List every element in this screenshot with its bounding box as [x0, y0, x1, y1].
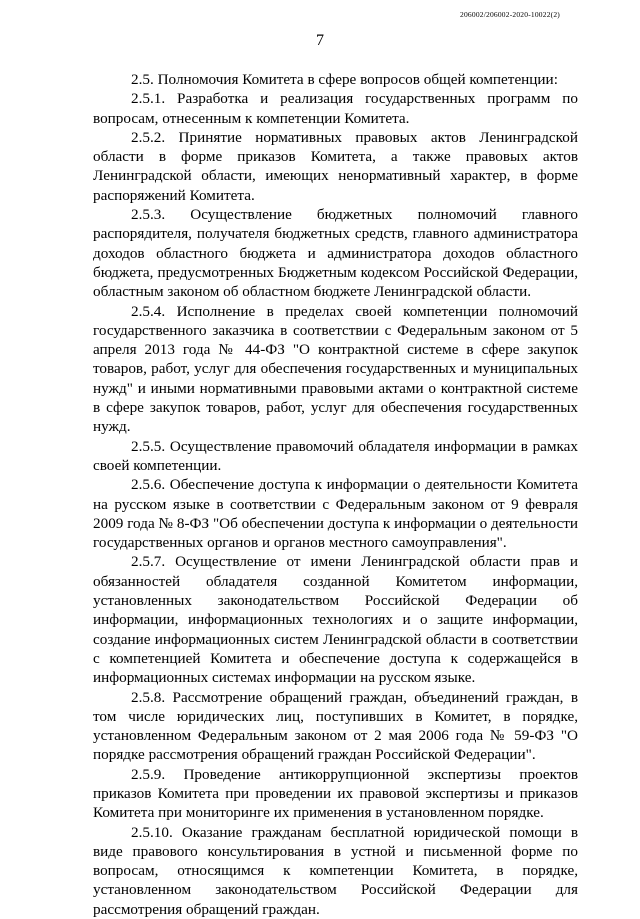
paragraph-2-5-7: 2.5.7. Осуществление от имени Ленинградской области прав и обязанностей обладателя созданной Комитетом информации, установленных законодательством Российской Федерации об информации, информационных технологиях и о защите информации, создание информационных систем Ленинградской области в соответствии с компетенцией Комитета и обеспечение доступа к содержащейся в информационных системах информации на русском языке. — [93, 553, 578, 687]
paragraph-2-5-6: 2.5.6. Обеспечение доступа к информации о деятельности Комитета на русском языке в соответствии с Федеральным законом от 9 февраля 2009 года № 8-ФЗ "Об обеспечении доступа к информации о деятельности государственных органов и органов местного самоуправления". — [93, 476, 578, 552]
paragraph-2-5: 2.5. Полномочия Комитета в сфере вопросов общей компетенции: — [131, 71, 558, 88]
paragraph-2-5-3: 2.5.3. Осуществление бюджетных полномочий главного распорядителя, получателя бюджетных средств, главного администратора доходов областного бюджета и администратора доходов областного бюджета, предусмотренных Бюджетным кодексом Российской Федерации, областным законом об областном бюджете Ленинградской области. — [93, 206, 578, 301]
paragraph-2-5-1: 2.5.1. Разработка и реализация государственных программ по вопросам, отнесенным к компетенции Комитета. — [93, 90, 578, 127]
document-body — [93, 70, 578, 919]
paragraph-2-5-4: 2.5.4. Исполнение в пределах своей компетенции полномочий государственного заказчика в соответствии с Федеральным законом от 5 апреля 2013 года № 44-ФЗ "О контрактной системе в сфере закупок товаров, работ, услуг для обеспечения государственных и муниципальных нужд" и иными нормативными правовыми актами о контрактной системе в сфере закупок товаров, работ, услуг для обеспечения государственных нужд. — [93, 302, 578, 436]
paragraph-2-5-5: 2.5.5. Осуществление правомочий обладателя информации в рамках своей компетенции. — [93, 437, 578, 474]
paragraph-2-5-8: 2.5.8. Рассмотрение обращений граждан, объединений граждан, в том числе юридических лиц, поступивших в Комитет, в порядке, установленном Федеральным законом от 2 мая 2006 года № 59-ФЗ "О порядке рассмотрения обращений граждан Российской Федерации". — [93, 688, 578, 764]
document-id: 206002/206002-2020-10022(2) — [460, 10, 560, 19]
paragraph-2-5-9: 2.5.9. Проведение антикоррупционной экспертизы проектов приказов Комитета при проведении их правовой экспертизы и приказов Комитета при мониторинге их применения в установленном порядке. — [93, 765, 578, 822]
paragraph-2-5-2: 2.5.2. Принятие нормативных правовых актов Ленинградской области в форме приказов Комитета, а также правовых актов Ленинградской области, имеющих ненормативный характер, в форме распоряжений Комитета. — [93, 128, 578, 204]
paragraph-2-5-10: 2.5.10. Оказание гражданам бесплатной юридической помощи в виде правового консультирования в устной и письменной форме по вопросам, относящимся к компетенции Комитета, в порядке, установленном законодательством Российской Федерации для рассмотрения обращений граждан. — [93, 823, 578, 918]
page-number: 7 — [316, 32, 324, 49]
